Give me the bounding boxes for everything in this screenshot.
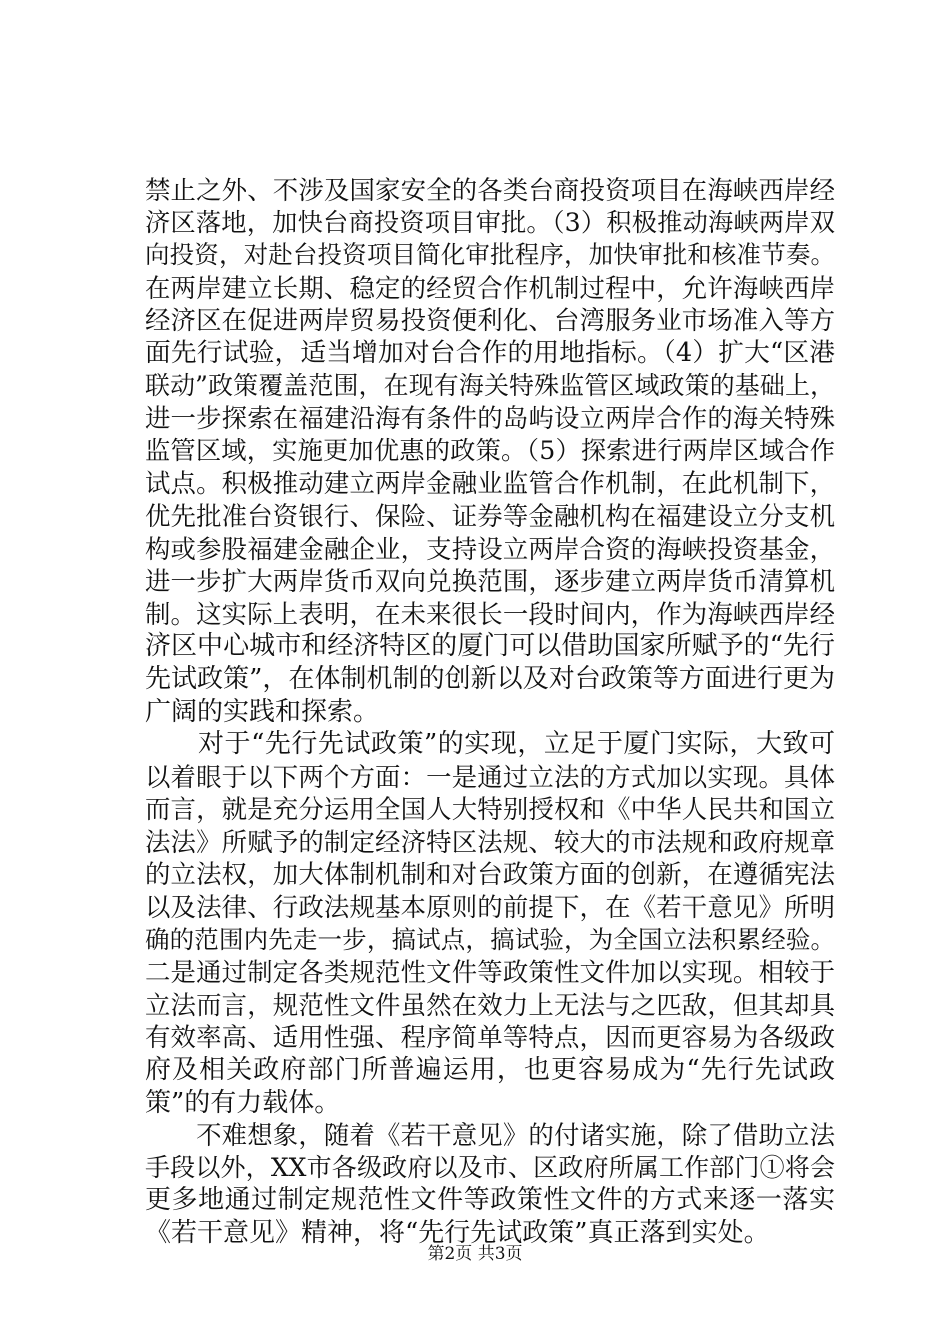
text-line: 二是通过制定各类规范性文件等政策性文件加以实现。相较于: [145, 957, 835, 988]
text-line: 先试政策”，在体制机制的创新以及对台政策等方面进行更为: [145, 663, 835, 694]
page-number: 第2页 共3页: [427, 1244, 523, 1264]
text-line: 禁止之外、不涉及国家安全的各类台商投资项目在海峡西岸经: [145, 175, 835, 205]
text-line: 更多地通过制定规范性文件等政策性文件的方式来逐一落实: [145, 1185, 835, 1216]
text-line: 在两岸建立长期、稳定的经贸合作机制过程中，允许海峡西岸: [145, 272, 835, 303]
text-line: 有效率高、适用性强、程序简单等特点，因而更容易为各级政: [145, 1022, 835, 1053]
text-line: 进一步扩大两岸货币双向兑换范围，逐步建立两岸货币清算机: [145, 566, 835, 597]
text-line: 立法而言，规范性文件虽然在效力上无法与之匹敌，但其却具: [145, 989, 835, 1020]
text-line: 济区落地，加快台商投资项目审批。（3）积极推动海峡两岸双: [145, 207, 835, 237]
text-line: 对于“先行先试政策”的实现，立足于厦门实际，大致可: [145, 729, 835, 760]
text-line: 的立法权，加大体制机制和对台政策方面的创新，在遵循宪法: [145, 859, 835, 890]
text-line: 广阔的实践和探索。: [145, 696, 380, 727]
text-line: 确的范围内先走一步，搞试点，搞试验，为全国立法积累经验。: [145, 924, 835, 954]
text-line: 以着眼于以下两个方面：一是通过立法的方式加以实现。具体: [145, 761, 835, 792]
text-line: 《若干意见》精神，将“先行先试政策”真正落到实处。: [145, 1218, 770, 1248]
body-text: [145, 174, 835, 1250]
text-line: 试点。积极推动建立两岸金融业监管合作机制，在此机制下，: [145, 468, 835, 499]
text-line: 面先行试验，适当增加对台合作的用地指标。（4）扩大“区港: [145, 337, 835, 368]
text-line: 法法》所赋予的制定经济特区法规、较大的市法规和政府规章: [145, 826, 835, 857]
text-line: 手段以外，XX市各级政府以及市、区政府所属工作部门①将会: [145, 1152, 835, 1182]
text-line: 以及法律、行政法规基本原则的前提下，在《若干意见》所明: [145, 892, 835, 923]
text-line: 府及相关政府部门所普遍运用，也更容易成为“先行先试政: [145, 1055, 835, 1086]
text-line: 经济区在促进两岸贸易投资便利化、台湾服务业市场准入等方: [145, 305, 835, 336]
text-line: 优先批准台资银行、保险、证券等金融机构在福建设立分支机: [145, 500, 835, 531]
text-line: 监管区域，实施更加优惠的政策。（5）探索进行两岸区域合作: [145, 435, 835, 465]
text-line: 联动”政策覆盖范围，在现有海关特殊监管区域政策的基础上，: [145, 370, 835, 400]
text-line: 济区中心城市和经济特区的厦门可以借助国家所赋予的“先行: [145, 631, 835, 662]
text-line: 策”的有力载体。: [145, 1087, 341, 1118]
text-line: 而言，就是充分运用全国人大特别授权和《中华人民共和国立: [145, 794, 835, 825]
text-line: 构或参股福建金融企业，支持设立两岸合资的海峡投资基金，: [145, 533, 835, 564]
text-line: 向投资，对赴台投资项目简化审批程序，加快审批和核准节奏。: [145, 240, 835, 270]
text-line: 进一步探索在福建沿海有条件的岛屿设立两岸合作的海关特殊: [145, 403, 835, 434]
text-line: 制。这实际上表明，在未来很长一段时间内，作为海峡西岸经: [145, 598, 835, 629]
text-line: 不难想象，随着《若干意见》的付诸实施，除了借助立法: [145, 1120, 835, 1151]
